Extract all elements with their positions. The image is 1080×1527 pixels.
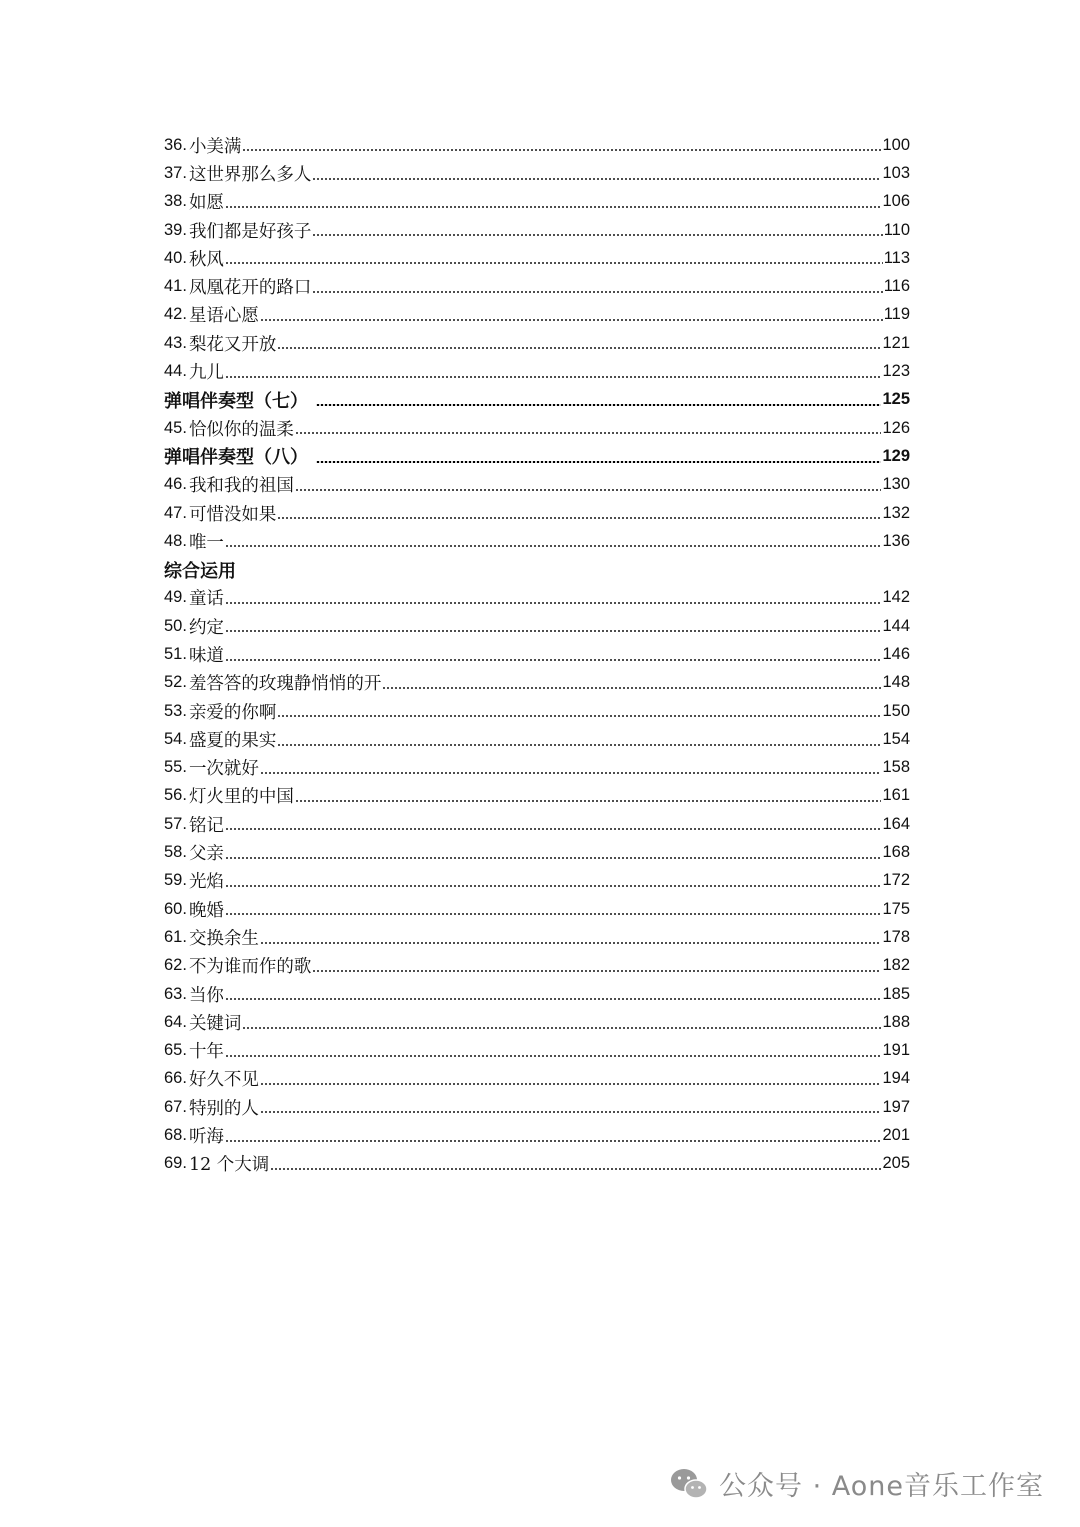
entry-number: 61.	[164, 927, 187, 946]
entry-title: 一次就好	[188, 759, 259, 780]
entry-title: 综合运用	[164, 560, 236, 582]
entry-title: 约定	[188, 617, 224, 638]
entry-number: 46.	[164, 475, 187, 494]
entry-page-number: 106	[882, 192, 910, 211]
entry-number: 55.	[164, 758, 187, 777]
dot-leader	[225, 206, 882, 208]
entry-title: 12 个大调	[188, 1155, 270, 1176]
toc-entry[interactable]	[164, 1150, 910, 1178]
entry-number: 37.	[164, 163, 187, 182]
entry-title: 交换余生	[188, 928, 259, 949]
entry-page-number: 178	[882, 927, 910, 946]
entry-page-number: 116	[883, 277, 910, 296]
watermark	[669, 1464, 1044, 1503]
toc-entry[interactable]	[164, 414, 910, 442]
wechat-icon	[669, 1467, 709, 1501]
entry-number: 66.	[164, 1069, 187, 1088]
entry-title: 特别的人	[188, 1098, 259, 1119]
entry-number: 62.	[164, 956, 187, 975]
dot-leader	[277, 744, 881, 746]
dot-leader	[225, 1055, 882, 1057]
entry-number: 41.	[164, 277, 187, 296]
dot-leader	[225, 659, 882, 661]
entry-page-number: 126	[882, 418, 910, 437]
entry-title: 盛夏的果实	[188, 730, 277, 751]
toc-entry[interactable]	[164, 301, 910, 329]
entry-title: 童话	[188, 589, 224, 610]
entry-number: 40.	[164, 248, 187, 267]
dot-leader	[242, 1027, 881, 1029]
entry-number: 60.	[164, 899, 187, 918]
toc-entry[interactable]	[164, 867, 910, 895]
entry-title: 当你	[188, 985, 224, 1006]
entry-page-number: 168	[882, 843, 910, 862]
entry-title: 羞答答的玫瑰静悄悄的开	[188, 674, 382, 695]
entry-number: 65.	[164, 1041, 187, 1060]
entry-page-number: 188	[882, 1012, 910, 1031]
entry-page-number: 144	[882, 616, 910, 635]
entry-title: 弹唱伴奏型（八）	[164, 447, 308, 469]
entry-number: 45.	[164, 418, 187, 437]
entry-number: 64.	[164, 1012, 187, 1031]
dot-leader	[225, 857, 882, 859]
entry-title: 秋风	[188, 249, 224, 270]
entry-number: 58.	[164, 843, 187, 862]
entry-title: 九儿	[188, 363, 224, 384]
entry-title: 恰似你的温柔	[188, 419, 294, 440]
toc-entry[interactable]	[164, 980, 910, 1008]
dot-leader	[270, 1168, 881, 1170]
toc-entry[interactable]	[164, 838, 910, 866]
table-of-contents	[164, 131, 910, 1178]
toc-entry[interactable]	[164, 810, 910, 838]
dot-leader	[242, 149, 881, 151]
dot-leader	[260, 319, 883, 321]
toc-section[interactable]	[164, 442, 910, 470]
toc-entry[interactable]	[164, 782, 910, 810]
toc-entry[interactable]	[164, 697, 910, 725]
dot-leader	[260, 942, 882, 944]
dot-leader	[260, 1083, 882, 1085]
dot-leader	[277, 517, 881, 519]
watermark-text: 公众号 · Aone音乐工作室	[719, 1471, 1044, 1502]
entry-title: 铭记	[188, 815, 224, 836]
entry-number: 49.	[164, 588, 187, 607]
entry-page-number: 172	[882, 871, 910, 890]
entry-page-number: 150	[882, 701, 910, 720]
entry-title: 这世界那么多人	[188, 164, 312, 185]
entry-number: 59.	[164, 871, 187, 890]
toc-entry[interactable]	[164, 669, 910, 697]
entry-title: 好久不见	[188, 1070, 259, 1091]
entry-page-number: 197	[882, 1097, 910, 1116]
entry-title: 我和我的祖国	[188, 476, 294, 497]
dot-leader	[382, 687, 881, 689]
dot-leader	[312, 291, 882, 293]
entry-number: 51.	[164, 644, 187, 663]
toc-entry[interactable]	[164, 329, 910, 357]
toc-entry[interactable]	[164, 725, 910, 753]
dot-leader	[225, 885, 882, 887]
dot-leader	[225, 1140, 882, 1142]
toc-entry[interactable]	[164, 923, 910, 951]
dot-leader	[295, 489, 882, 491]
dot-leader	[225, 828, 882, 830]
entry-page-number: 201	[882, 1126, 910, 1145]
toc-entry[interactable]	[164, 1121, 910, 1149]
dot-leader	[225, 545, 882, 547]
toc-entry[interactable]	[164, 612, 910, 640]
entry-page-number: 103	[882, 163, 910, 182]
toc-entry[interactable]	[164, 188, 910, 216]
entry-page-number: 194	[882, 1069, 910, 1088]
toc-entry[interactable]	[164, 131, 910, 159]
entry-page-number: 182	[882, 956, 910, 975]
toc-entry[interactable]	[164, 272, 910, 300]
entry-page-number: 191	[882, 1041, 910, 1060]
entry-number: 52.	[164, 673, 187, 692]
entry-number: 57.	[164, 814, 187, 833]
entry-number: 38.	[164, 192, 187, 211]
entry-title: 不为谁而作的歌	[188, 957, 312, 978]
entry-page-number: 129	[882, 446, 910, 465]
entry-page-number: 148	[882, 673, 910, 692]
entry-title: 可惜没如果	[188, 504, 277, 525]
toc-entry[interactable]	[164, 952, 910, 980]
toc-section[interactable]	[164, 386, 910, 414]
dot-leader	[295, 800, 882, 802]
dot-leader	[312, 234, 882, 236]
toc-entry[interactable]	[164, 1008, 910, 1036]
entry-page-number: 123	[882, 362, 910, 381]
dot-leader	[225, 376, 882, 378]
entry-page-number: 142	[882, 588, 910, 607]
toc-entry[interactable]	[164, 895, 910, 923]
entry-page-number: 146	[882, 644, 910, 663]
entry-number: 48.	[164, 531, 187, 550]
entry-title: 光焰	[188, 872, 224, 893]
toc-entry[interactable]	[164, 1065, 910, 1093]
entry-title: 我们都是好孩子	[188, 221, 312, 242]
dot-leader	[277, 347, 881, 349]
toc-heading	[164, 555, 910, 583]
entry-number: 50.	[164, 616, 187, 635]
toc-entry[interactable]	[164, 584, 910, 612]
entry-number: 69.	[164, 1154, 187, 1173]
dot-leader	[260, 1111, 882, 1113]
entry-title: 星语心愿	[188, 306, 259, 327]
entry-page-number: 130	[882, 475, 910, 494]
entry-title: 唯一	[188, 532, 224, 553]
entry-number: 39.	[164, 220, 187, 239]
dot-leader	[277, 715, 881, 717]
toc-entry[interactable]	[164, 1037, 910, 1065]
entry-title: 弹唱伴奏型（七）	[164, 390, 308, 412]
dot-leader	[316, 461, 881, 463]
entry-title: 听海	[188, 1127, 224, 1148]
dot-leader	[295, 432, 882, 434]
entry-number: 44.	[164, 362, 187, 381]
dot-leader	[312, 178, 881, 180]
entry-title: 梨花又开放	[188, 334, 277, 355]
entry-title: 凤凰花开的路口	[188, 278, 312, 299]
entry-page-number: 121	[882, 333, 910, 352]
entry-page-number: 132	[882, 503, 910, 522]
entry-title: 灯火里的中国	[188, 787, 294, 808]
toc-entry[interactable]	[164, 244, 910, 272]
toc-entry[interactable]	[164, 527, 910, 555]
entry-number: 53.	[164, 701, 187, 720]
entry-page-number: 205	[882, 1154, 910, 1173]
dot-leader	[225, 998, 882, 1000]
entry-number: 42.	[164, 305, 187, 324]
entry-title: 味道	[188, 645, 224, 666]
entry-title: 如愿	[188, 193, 224, 214]
entry-page-number: 154	[882, 729, 910, 748]
entry-number: 63.	[164, 984, 187, 1003]
toc-entry[interactable]	[164, 499, 910, 527]
entry-number: 68.	[164, 1126, 187, 1145]
entry-number: 47.	[164, 503, 187, 522]
entry-page-number: 158	[882, 758, 910, 777]
entry-title: 关键词	[188, 1013, 242, 1034]
entry-page-number: 100	[882, 135, 910, 154]
entry-title: 父亲	[188, 844, 224, 865]
entry-page-number: 161	[882, 786, 910, 805]
entry-title: 晚婚	[188, 900, 224, 921]
dot-leader	[316, 404, 881, 406]
entry-page-number: 110	[883, 220, 910, 239]
entry-page-number: 164	[882, 814, 910, 833]
dot-leader	[225, 602, 882, 604]
entry-title: 亲爱的你啊	[188, 702, 277, 723]
toc-entry[interactable]	[164, 471, 910, 499]
entry-number: 56.	[164, 786, 187, 805]
entry-page-number: 136	[882, 531, 910, 550]
dot-leader	[225, 262, 883, 264]
toc-entry[interactable]	[164, 159, 910, 187]
entry-number: 54.	[164, 729, 187, 748]
toc-entry[interactable]	[164, 216, 910, 244]
toc-entry[interactable]	[164, 1093, 910, 1121]
toc-entry[interactable]	[164, 357, 910, 385]
dot-leader	[225, 630, 882, 632]
entry-number: 67.	[164, 1097, 187, 1116]
entry-title: 十年	[188, 1042, 224, 1063]
dot-leader	[312, 970, 881, 972]
dot-leader	[225, 913, 882, 915]
entry-page-number: 119	[883, 305, 910, 324]
entry-number: 43.	[164, 333, 187, 352]
entry-page-number: 113	[883, 248, 910, 267]
entry-page-number: 175	[882, 899, 910, 918]
toc-entry[interactable]	[164, 754, 910, 782]
entry-page-number: 185	[882, 984, 910, 1003]
entry-number: 36.	[164, 135, 187, 154]
toc-entry[interactable]	[164, 640, 910, 668]
dot-leader	[260, 772, 882, 774]
entry-page-number: 125	[882, 390, 910, 409]
entry-title: 小美满	[188, 136, 242, 157]
